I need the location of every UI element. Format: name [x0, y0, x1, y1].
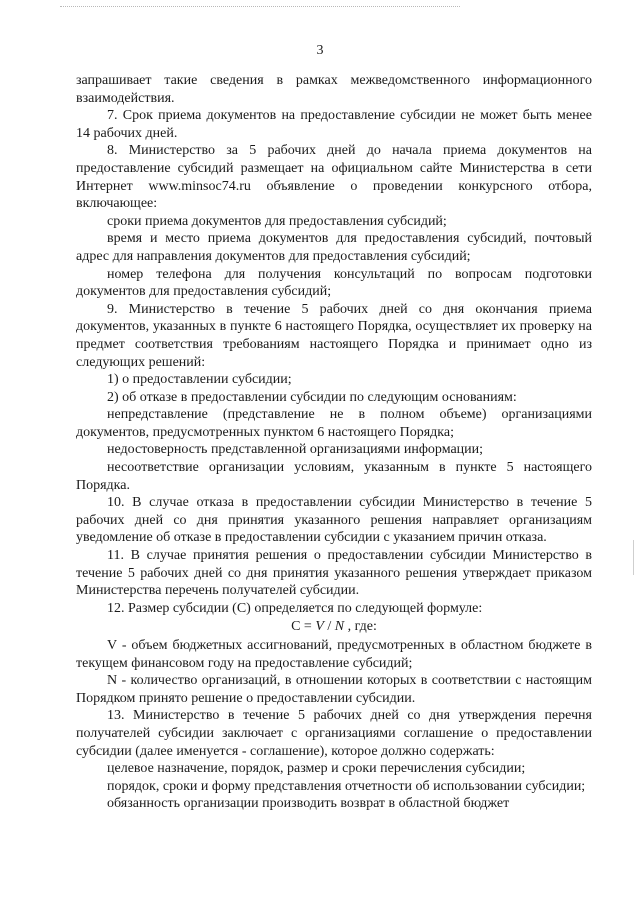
paragraph-item-12: 12. Размер субсидии (С) определяется по следующей формуле:: [107, 600, 483, 616]
paragraph-list-entry: целевое назначение, порядок, размер и сроки перечисления субсидии;: [107, 761, 526, 777]
paragraph-reason: несоответствие организации условиям, указанным в пункте 5 настоящего Порядка.: [76, 460, 592, 493]
paragraph-item-10: 10. В случае отказа в предоставлении субсидии Министерство в течение 5 рабочих дней со дня принятия указанного решения направляет организациям уведомление об отказе в предоставлении субсидии с указанием причин отказа.: [76, 495, 592, 546]
formula-lhs: C: [291, 619, 301, 635]
scan-artifact: [60, 6, 460, 10]
page-number: 3: [316, 43, 324, 58]
paragraph-item-11: 11. В случае принятия решения о предоставлении субсидии Министерство в течение 5 рабочих дней со дня принятия указанного решения утверждает приказом Министерства перечень получателей субсидии.: [76, 548, 592, 599]
scan-edge-mark: [633, 540, 634, 575]
paragraph-item-13: 13. Министерство в течение 5 рабочих дней со дня утверждения перечня получателей субсидии заключает с организациями соглашение о предоставлении субсидии (далее именуется - соглашение), которое должно содержать:: [76, 708, 592, 759]
formula-slash: /: [323, 619, 335, 635]
paragraph-list-entry: порядок, сроки и форму представления отчетности об использовании субсидии;: [107, 778, 586, 794]
formula-suffix: , где:: [344, 619, 377, 635]
formula-var-n: N: [334, 619, 345, 635]
paragraph-reason: недостоверность представленной организациями информации;: [107, 442, 484, 458]
document-body: [76, 72, 592, 813]
formula-var-v: V: [315, 619, 324, 635]
paragraph-list-entry: сроки приема документов для предоставления субсидий;: [107, 213, 447, 229]
paragraph-definition-v: V - объем бюджетных ассигнований, предусмотренных в областном бюджете в текущем финансовом году на предоставление субсидий;: [76, 638, 592, 671]
paragraph-list-entry: обязанность организации производить возврат в областной бюджет: [107, 796, 510, 812]
paragraph-continuation: запрашивает такие сведения в рамках межведомственного информационного взаимодействия.: [76, 73, 592, 106]
paragraph-reason: непредставление (представление не в полном объеме) организациями документов, предусмотренных пунктом 6 настоящего Порядка;: [76, 407, 592, 440]
paragraph-decision-2: 2) об отказе в предоставлении субсидии по следующим основаниям:: [107, 389, 517, 405]
paragraph-definition-n: N - количество организаций, в отношении которых в соответствии с настоящим Порядком принято решение о предоставлении субсидии.: [76, 673, 592, 706]
paragraph-list-entry: время и место приема документов для предоставления субсидий, почтовый адрес для направления документов для предоставления субсидий;: [76, 231, 592, 264]
paragraph-item-9: 9. Министерство в течение 5 рабочих дней со дня окончания приема документов, указанных в пункте 6 настоящего Порядка, осуществляет их проверку на предмет соответствия требованиям настоящего Порядка и принимает одно из следующих решений:: [76, 301, 592, 370]
paragraph-item-7: 7. Срок приема документов на предоставление субсидии не может быть менее 14 рабочих дней.: [76, 108, 592, 141]
paragraph-item-8: 8. Министерство за 5 рабочих дней до начала приема документов на предоставление субсидий размещает на официальном сайте Министерства в сети Интернет www.minsoc74.ru объявление о проведении конкурсного отбора, включающее:: [76, 143, 592, 212]
paragraph-decision-1: 1) о предоставлении субсидии;: [107, 372, 292, 388]
formula-equals: =: [300, 619, 316, 635]
subsidy-formula: [76, 618, 592, 636]
paragraph-list-entry: номер телефона для получения консультаций по вопросам подготовки документов для предоставления субсидий;: [76, 266, 592, 300]
